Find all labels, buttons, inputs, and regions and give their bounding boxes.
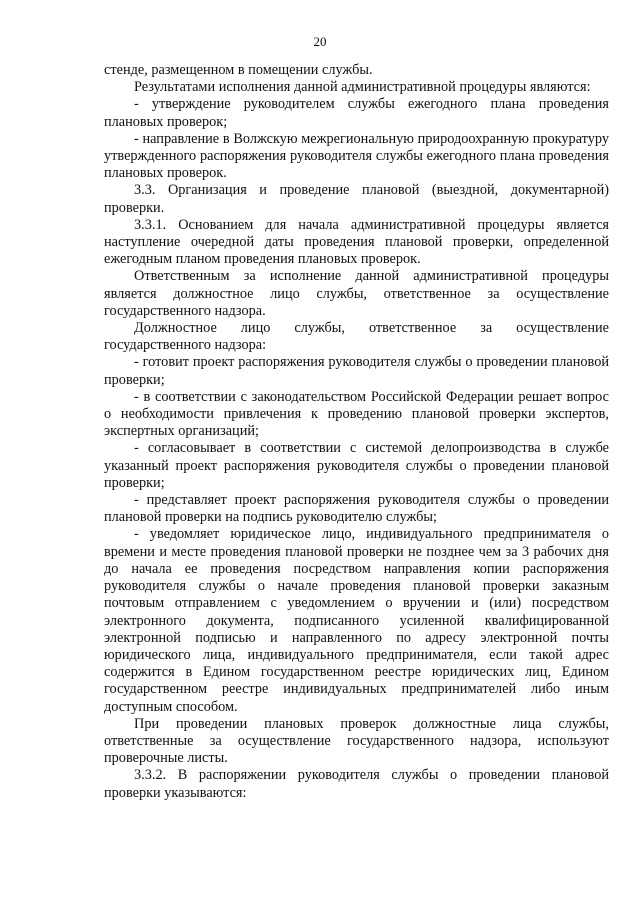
paragraph: стенде, размещенном в помещении службы. [104, 62, 373, 78]
paragraph: - готовит проект распоряжения руководителя службы о проведении плановой проверки; [104, 354, 609, 388]
paragraph: - уведомляет юридическое лицо, индивидуального предпринимателя о времени и месте проведения плановой проверки не позднее чем за 3 рабочих дня до начала ее проведения посредством направления копии распоряжения руководителя службы о начале проведения плановой проверки заказным почтовым отправлением с уведомлением о вручении и (или) посредством электронного документа, подписанного усиленной квалифицированной электронной подписью и направленного по адресу электронной почты юридического лица, индивидуального предпринимателя, если такой адрес содержится в Едином государственном реестре юридических лиц, Едином государственном реестре индивидуальных предпринимателей либо иным доступным способом. [104, 526, 609, 715]
page-number: 20 [313, 34, 327, 49]
document-body [104, 62, 609, 802]
paragraph: - направление в Волжскую межрегиональную природоохранную прокуратуру утвержденного распоряжения руководителя службы ежегодного плана проведения плановых проверок. [104, 130, 609, 182]
paragraph: 3.3.2. В распоряжении руководителя службы о проведении плановой проверки указываются: [104, 767, 609, 801]
paragraph: - в соответствии с законодательством Российской Федерации решает вопрос о необходимости привлечения к проведению плановой проверки экспертов, экспертных организаций; [104, 388, 609, 440]
paragraph: - утверждение руководителем службы ежегодного плана проведения плановых проверок; [104, 96, 609, 130]
section-heading: 3.3. Организация и проведение плановой (выездной, документарной) проверки. [104, 182, 609, 216]
paragraph: Результатами исполнения данной административной процедуры являются: [134, 79, 591, 96]
paragraph: - представляет проект распоряжения руководителя службы о проведении плановой проверки на подпись руководителю службы; [104, 492, 609, 526]
paragraph: 3.3.1. Основанием для начала административной процедуры является наступление очередной даты проведения плановой проверки, определенной ежегодным планом проведения плановых проверок. [104, 216, 609, 268]
paragraph: При проведении плановых проверок должностные лица службы, ответственные за осуществление государственного надзора, используют проверочные листы. [104, 715, 609, 767]
paragraph: - согласовывает в соответствии с системой делопроизводства в службе указанный проект распоряжения руководителя службы о проведении плановой проверки; [104, 440, 609, 491]
paragraph: Ответственным за исполнение данной административной процедуры является должностное лицо службы, ответственное за осуществление государственного надзора. [104, 268, 609, 319]
paragraph: Должностное лицо службы, ответственное за осуществление государственного надзора: [104, 320, 609, 354]
